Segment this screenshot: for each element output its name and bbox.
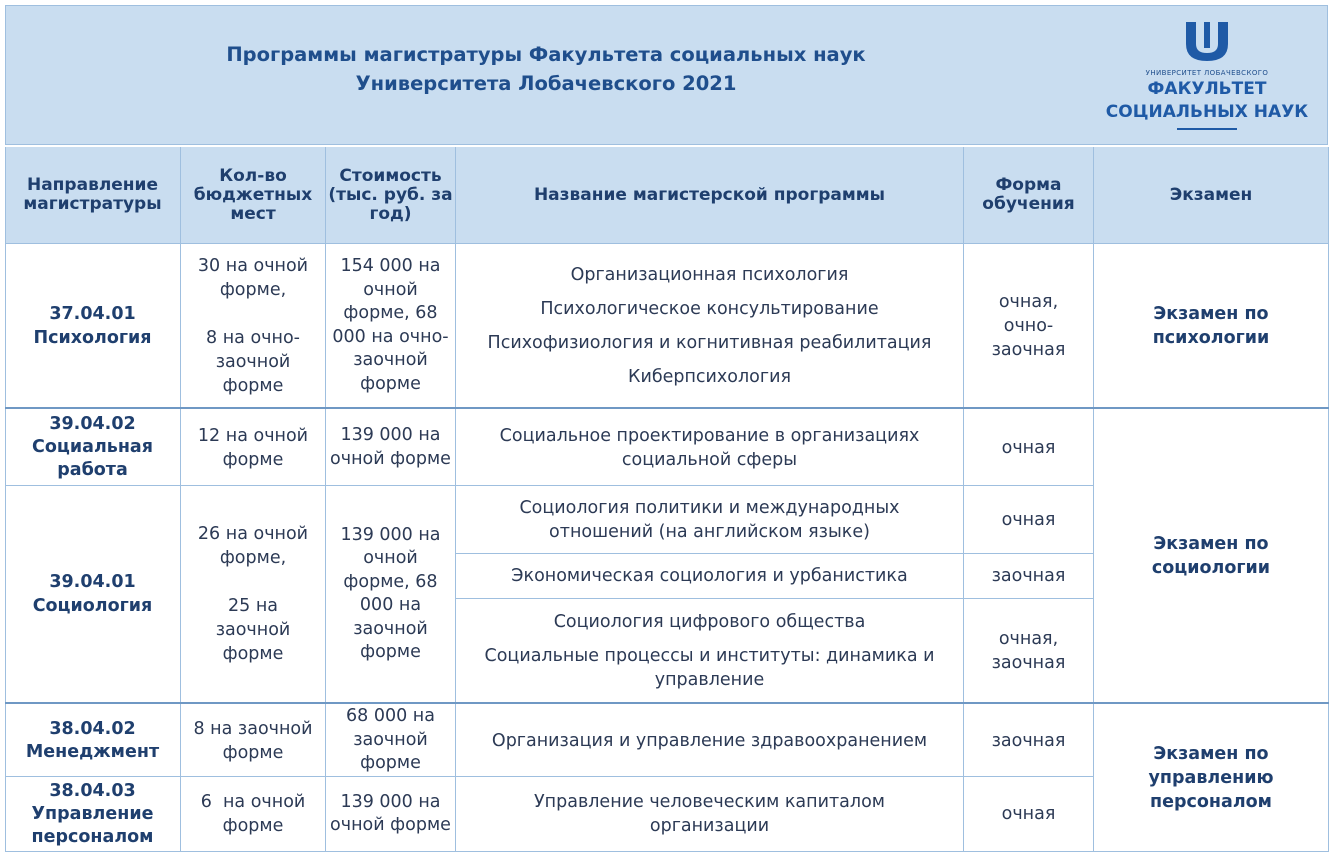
header-form-text: Форма обучения <box>982 175 1075 214</box>
form-text: заочная <box>991 730 1066 751</box>
form-text: очная <box>1001 437 1056 458</box>
program-item: Организационная психология <box>570 264 849 285</box>
cost-text: 139 000 на очной форме <box>330 791 451 835</box>
grid-line <box>180 147 181 851</box>
program-social-work <box>456 410 963 485</box>
program-item: Социальные процессы и институты: динамика и управление <box>484 645 935 690</box>
grid-line <box>455 598 1094 599</box>
grid-line <box>5 776 1094 777</box>
form-digital-society <box>964 599 1093 702</box>
program-item: Киберпсихология <box>628 366 791 387</box>
direction-code: 39.04.01 <box>49 572 136 592</box>
logo-faculty-line-2: СОЦИАЛЬНЫХ НАУК <box>1105 102 1309 122</box>
program-item: Управление человеческим капиталом организации <box>534 792 885 836</box>
direction-name: Управление персоналом <box>31 803 154 847</box>
form-economic-sociology <box>964 554 1093 598</box>
places-fulltime: 30 на очной форме, <box>197 255 309 300</box>
grid-line <box>1328 147 1329 851</box>
form-management <box>964 705 1093 776</box>
program-item: Социальное проектирование в организациях социальной сферы <box>499 425 920 470</box>
cost-social-work <box>326 410 455 485</box>
form-text: очная, заочная <box>991 628 1066 673</box>
grid-line <box>5 243 1329 244</box>
exam-hr <box>1094 705 1328 851</box>
header-places <box>181 147 325 243</box>
cost-text: 154 000 на очной форме, 68 000 на очно-заочной форме <box>332 256 449 394</box>
program-economic-sociology <box>456 554 963 598</box>
program-sociology-politics <box>456 486 963 553</box>
program-hr <box>456 777 963 851</box>
grid-line <box>963 147 964 851</box>
header-cost <box>326 147 455 243</box>
direction-social-work <box>5 410 180 485</box>
grid-line <box>5 851 1329 852</box>
form-text: очная <box>1001 804 1056 824</box>
group-divider <box>5 702 1329 704</box>
places-social-work <box>181 410 325 485</box>
logo-faculty-line-1: ФАКУЛЬТЕТ <box>1147 79 1267 99</box>
program-item: Социология цифрового общества <box>553 611 866 632</box>
form-social-work <box>964 410 1093 485</box>
program-management <box>456 705 963 776</box>
program-item: Организация и управление здравоохранением <box>491 730 928 751</box>
direction-code: 38.04.02 <box>49 718 136 739</box>
direction-name: Социальная работа <box>32 437 153 480</box>
direction-name: Психология <box>33 327 152 348</box>
program-digital-society <box>456 599 963 702</box>
header-places-text: Кол-во бюджетных мест <box>193 165 313 224</box>
program-item: Психофизиология и когнитивная реабилитация <box>487 332 932 353</box>
places-management <box>181 705 325 776</box>
exam-sociology <box>1094 410 1328 702</box>
exam-text: Экзамен по социологии <box>1151 534 1271 578</box>
programs-psychology <box>456 244 963 407</box>
cost-text: 139 000 на очной форме, 68 000 на заочной форме <box>340 524 441 662</box>
program-item: Экономическая социология и урбанистика <box>511 566 908 586</box>
group-divider <box>5 407 1329 409</box>
places-text: 8 на заочной форме <box>193 718 313 763</box>
direction-psychology <box>5 244 180 407</box>
cost-hr <box>326 777 455 851</box>
places-text: 6 на очной форме <box>200 792 311 836</box>
header-exam-text: Экзамен <box>1169 184 1253 205</box>
header-program-text: Название магистерской программы <box>533 184 886 205</box>
direction-code: 37.04.01 <box>49 303 136 324</box>
program-item: Психологическое консультирование <box>540 298 879 319</box>
form-sociology-politics <box>964 486 1093 553</box>
grid-line <box>1093 147 1094 851</box>
places-fulltime: 26 на очной форме, <box>197 524 309 568</box>
grid-line <box>325 147 326 851</box>
cost-text: 139 000 на очной форме <box>330 425 451 469</box>
header-direction <box>5 147 180 243</box>
direction-hr <box>5 777 180 851</box>
exam-text: Экзамен по управлению персоналом <box>1148 744 1274 812</box>
places-parttime: 8 на очно-заочной форме <box>206 327 300 396</box>
places-extramural: 25 на заочной форме <box>215 596 291 664</box>
cost-psychology <box>326 244 455 407</box>
places-hr <box>181 777 325 851</box>
grid-line <box>5 147 6 851</box>
places-psychology <box>181 244 325 407</box>
cost-sociology <box>326 486 455 702</box>
program-item: Социология политики и международных отношений (на английском языке) <box>519 497 900 542</box>
direction-sociology <box>5 486 180 702</box>
places-text: 12 на очной форме <box>197 425 309 470</box>
grid-line <box>455 147 456 851</box>
exam-text: Экзамен по психологии <box>1152 303 1270 348</box>
title-line-1: Программы магистратуры Факультета социальных наук <box>226 43 866 66</box>
title-line-2: Университета Лобачевского 2021 <box>355 72 737 95</box>
grid-line <box>455 553 1094 554</box>
direction-management <box>5 705 180 776</box>
header-program <box>456 147 963 243</box>
direction-name: Социология <box>32 596 153 616</box>
header-exam <box>1094 147 1328 243</box>
cost-management <box>326 705 455 776</box>
form-text: очная, очно-заочная <box>991 291 1066 360</box>
direction-name: Менеджмент <box>25 741 160 762</box>
header-form <box>964 147 1093 243</box>
form-psychology <box>964 244 1093 407</box>
cost-text: 68 000 на заочной форме <box>346 706 435 774</box>
places-sociology <box>181 486 325 702</box>
header-cost-text: Стоимость (тыс. руб. за год) <box>328 165 453 224</box>
form-text: очная <box>1001 509 1056 530</box>
form-text: заочная <box>991 566 1066 586</box>
header-direction-text: Направление магистратуры <box>23 175 162 214</box>
grid-line <box>5 485 1094 486</box>
exam-psychology <box>1094 244 1328 407</box>
direction-code: 39.04.02 <box>49 414 136 434</box>
form-hr <box>964 777 1093 851</box>
logo-university-text: УНИВЕРСИТЕТ ЛОБАЧЕВСКОГО <box>1145 69 1269 77</box>
direction-code: 38.04.03 <box>49 780 136 801</box>
